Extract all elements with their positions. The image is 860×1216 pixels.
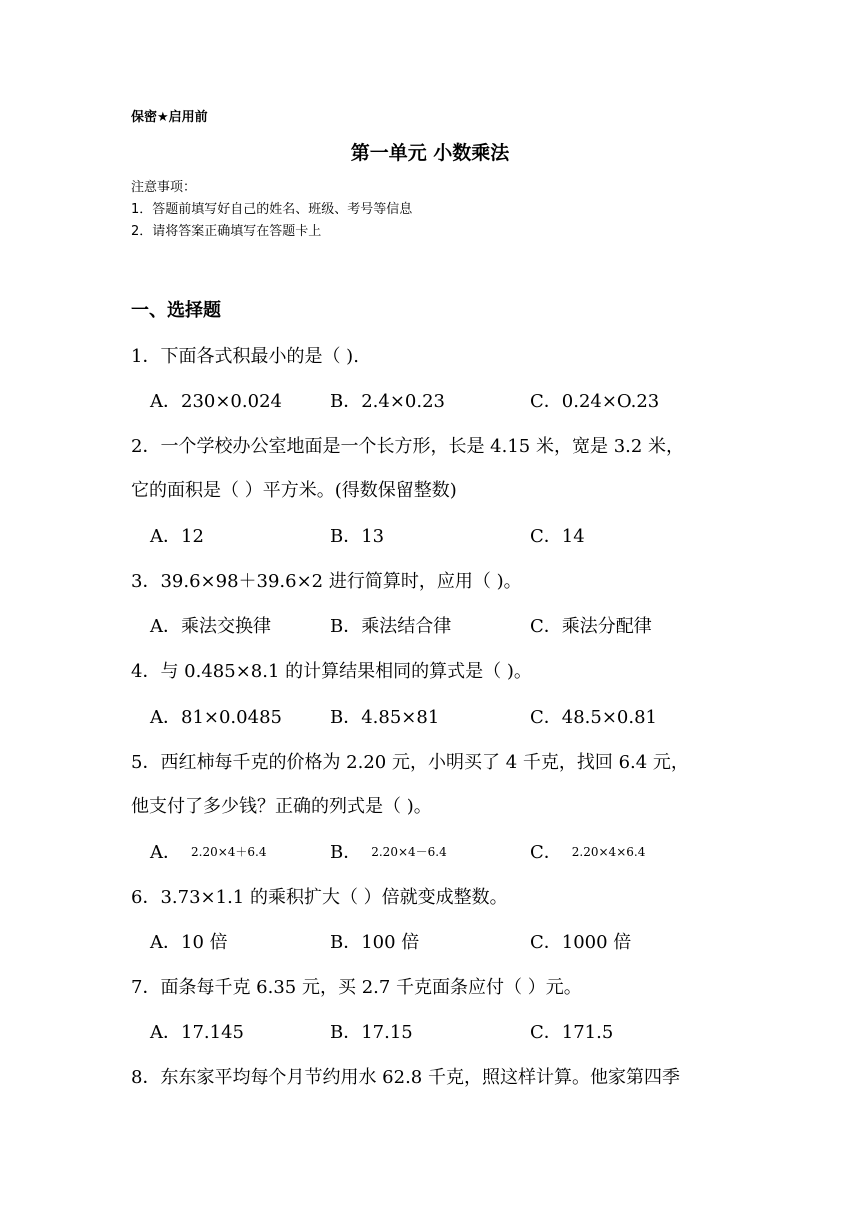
question-5-text-line-1: 5．西红柿每千克的价格为 2.20 元，小明买了 4 千克，找回 6.4 元， (131, 752, 689, 773)
notice-item-2: 2．请将答案正确填写在答题卡上 (131, 224, 322, 239)
confidential-label: 保密★启用前 (131, 110, 208, 125)
question-2-option-b: B．13 (330, 526, 385, 547)
section-title: 一、选择题 (131, 300, 221, 321)
option-expression: 2.20×4－6.4 (371, 845, 447, 859)
question-4-option-c: C．48.5×0.81 (530, 707, 658, 728)
question-6-option-b: B．100 倍 (330, 932, 420, 953)
option-letter: A． (150, 842, 181, 863)
question-8-text: 8．东东家平均每个月节约用水 62.8 千克，照这样计算。他家第四季 (131, 1067, 680, 1088)
question-7-option-b: B．17.15 (330, 1022, 413, 1043)
question-4-option-b: B．4.85×81 (330, 707, 440, 728)
question-7-option-a: A．17.145 (150, 1022, 244, 1043)
question-3-option-a: A．乘法交换律 (150, 616, 271, 637)
question-2-text-line-1: 2．一个学校办公室地面是一个长方形，长是 4.15 米，宽是 3.2 米， (131, 436, 685, 457)
page-title: 第一单元 小数乘法 (350, 142, 510, 164)
question-1-option-c: C．0.24×O.23 (530, 391, 660, 412)
notice-item-1: 1．答题前填写好自己的姓名、班级、考号等信息 (131, 202, 413, 217)
question-5-option-a (150, 838, 267, 864)
question-6-text: 6．3.73×1.1 的乘积扩大（ ）倍就变成整数。 (131, 887, 508, 908)
option-letter: B． (330, 842, 362, 863)
question-5-option-b (330, 838, 447, 864)
question-3-text: 3．39.6×98＋39.6×2 进行简算时，应用（ )。 (131, 571, 522, 592)
question-6-option-a: A．10 倍 (150, 932, 228, 953)
question-1-option-b: B．2.4×0.23 (330, 391, 446, 412)
question-3-option-b: B．乘法结合律 (330, 616, 452, 637)
question-1-option-a: A．230×0.024 (150, 391, 282, 412)
question-5-text-line-2: 他支付了多少钱？正确的列式是（ )。 (131, 796, 432, 817)
option-expression: 2.20×4＋6.4 (191, 845, 267, 859)
question-1-text: 1．下面各式积最小的是（ ). (131, 346, 359, 367)
option-expression: 2.20×4×6.4 (571, 845, 646, 859)
question-2-option-a: A．12 (150, 526, 204, 547)
question-7-option-c: C．171.5 (530, 1022, 614, 1043)
question-2-option-c: C．14 (530, 526, 585, 547)
option-letter: C． (530, 842, 562, 863)
notice-title: 注意事项： (131, 180, 197, 195)
question-7-text: 7．面条每千克 6.35 元，买 2.7 千克面条应付（ ）元。 (131, 977, 582, 998)
question-3-option-c: C．乘法分配律 (530, 616, 652, 637)
question-4-text: 4．与 0.485×8.1 的计算结果相同的算式是（ )。 (131, 661, 532, 682)
question-5-option-c (530, 838, 645, 864)
question-2-text-line-2: 它的面积是（ ）平方米。(得数保留整数) (131, 480, 457, 501)
question-4-option-a: A．81×0.0485 (150, 707, 282, 728)
question-6-option-c: C．1000 倍 (530, 932, 632, 953)
